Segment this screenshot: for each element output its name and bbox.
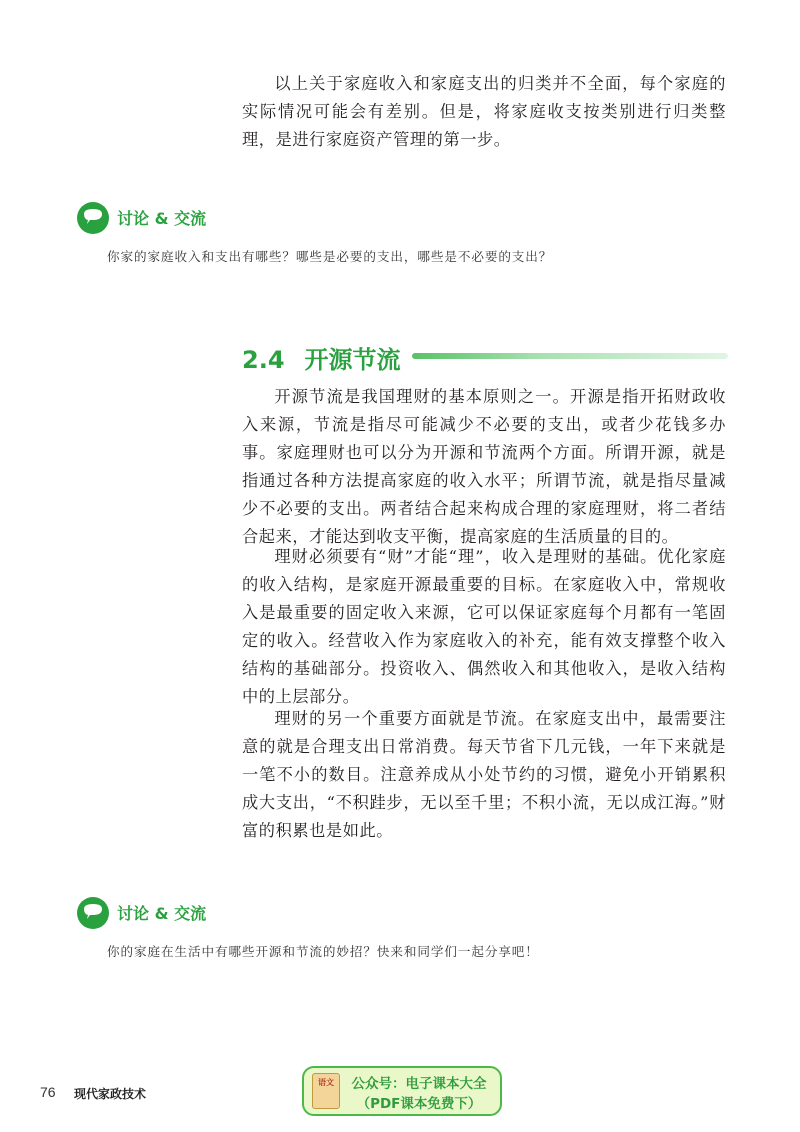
- book-icon-label: 语文: [318, 1078, 334, 1087]
- page-number: 76: [40, 1084, 56, 1100]
- section-paragraph: 理财必须要有“财”才能“理”，收入是理财的基础。优化家庭的收入结构，是家庭开源最重要的目标。在家庭收入中，常规收入是最重要的固定收入来源，它可以保证家庭每个月都有一笔固定的收入。经营收入作为家庭收入的补充，能有效支撑整个收入结构的基础部分。投资收入、偶然收入和其他收入，是收入结构中的上层部分。: [242, 547, 726, 706]
- section-paragraph: 理财的另一个重要方面就是节流。在家庭支出中，最需要注意的就是合理支出日常消费。每天节省下几元钱，一年下来就是一笔不小的数目。注意养成从小处节约的习惯，避免小开销累积成大支出，“不积跬步，无以至千里；不积小流，无以成江海。”财富的积累也是如此。: [242, 709, 726, 840]
- discussion-title: 讨论 & 交流: [117, 209, 207, 228]
- section-paragraph: 开源节流是我国理财的基本原则之一。开源是指开拓财政收入来源，节流是指尽可能减少不必要的支出，或者少花钱多办事。家庭理财也可以分为开源和节流两个方面。所谓开源，就是指通过各种方法提高家庭的收入水平；所谓节流，就是指尽量减少不必要的支出。两者结合起来构成合理的家庭理财，将二者结合起来，才能达到收支平衡，提高家庭的生活质量的目的。: [242, 387, 726, 546]
- speech-bubble-icon: [76, 896, 110, 930]
- watermark-line-1: 公众号：电子课本大全: [351, 1076, 487, 1092]
- watermark-line-2: （PDF课本免费下）: [356, 1096, 482, 1112]
- book-icon: [312, 1073, 340, 1109]
- section-number: 2.4: [242, 346, 285, 374]
- section-title: 开源节流: [304, 346, 401, 374]
- discussion-question: 你的家庭在生活中有哪些开源和节流的妙招？快来和同学们一起分享吧！: [107, 944, 539, 959]
- watermark-badge: [302, 1066, 502, 1116]
- speech-bubble-icon: [76, 201, 110, 235]
- discussion-title: 讨论 & 交流: [117, 904, 207, 923]
- intro-paragraph: 以上关于家庭收入和家庭支出的归类并不全面，每个家庭的实际情况可能会有差别。但是，将家庭收支按类别进行归类整理，是进行家庭资产管理的第一步。: [242, 74, 726, 149]
- section-heading: [242, 336, 728, 376]
- section-heading-rule: [412, 353, 728, 359]
- book-title: 现代家政技术: [74, 1087, 147, 1101]
- discussion-question: 你家的家庭收入和支出有哪些？哪些是必要的支出，哪些是不必要的支出？: [107, 249, 553, 264]
